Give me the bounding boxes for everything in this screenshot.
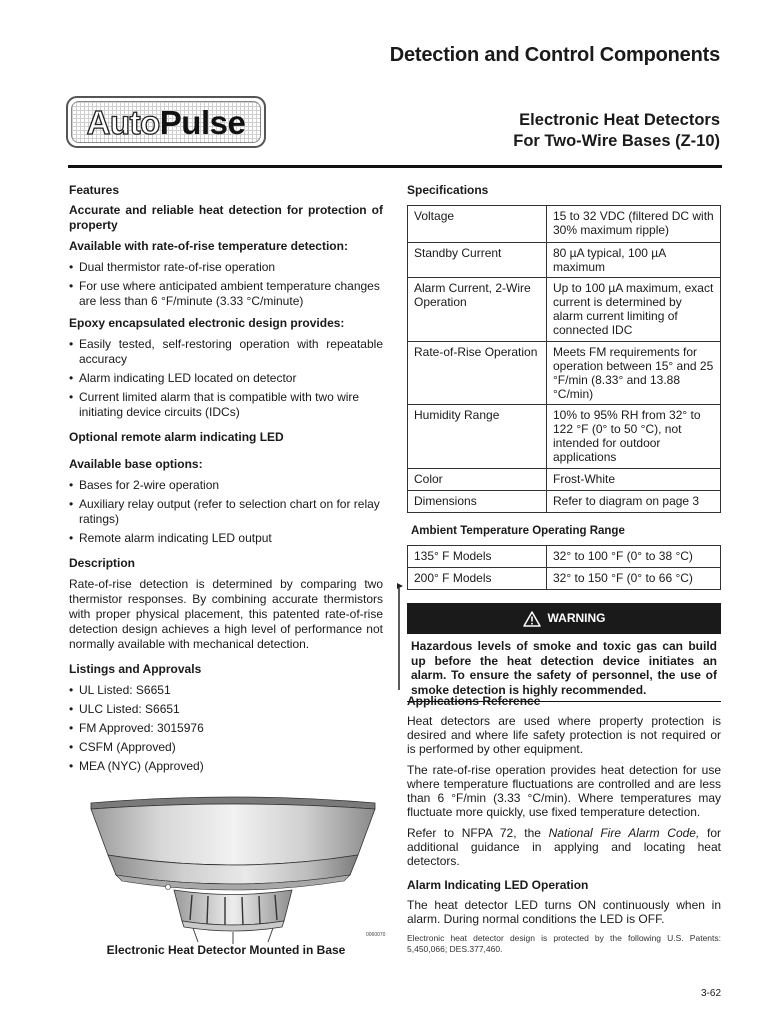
epoxy-list [69, 337, 383, 420]
table-cell: Frost-White [547, 469, 721, 491]
list-item: • Remote alarm indicating LED output [69, 531, 383, 546]
table-row [408, 342, 721, 405]
section-title: Detection and Control Components [389, 44, 720, 66]
led-operation-text: The heat detector LED turns ON continuously when in alarm. During normal conditions the LED is OFF. [407, 898, 721, 926]
header-rule [68, 165, 722, 168]
applications-paragraph-1: Heat detectors are used where property protection is desired and where life safety protection is not required or is performed by other equipment. [407, 714, 721, 756]
specifications-table [407, 205, 721, 513]
logo-text-auto: Auto [86, 103, 160, 141]
page-number: 3-62 [700, 988, 721, 999]
specifications-heading: Specifications [407, 183, 489, 197]
autopulse-logo [66, 96, 266, 148]
ambient-range-table [407, 545, 721, 590]
warning-banner [407, 603, 721, 634]
patent-note: Electronic heat detector design is protected by the following U.S. Patents: 5,450,066; DES.377,460. [407, 933, 721, 954]
list-item: • Easily tested, self-restoring operation with repeatable accuracy [69, 337, 383, 367]
epoxy-heading: Epoxy encapsulated electronic design provides: [69, 316, 345, 330]
table-row [408, 278, 721, 342]
description-text: Rate-of-rise detection is determined by comparing two thermistor responses. By combining accurate thermistors with proper physical placement, this patented rate-of-rise detection design achieves a high level of performance not normally available with mechanical detection. [69, 577, 383, 651]
table-row [408, 206, 721, 243]
left-column [69, 183, 383, 781]
table-cell: 32° to 150 °F (0° to 66 °C) [547, 568, 721, 590]
subtitle-line-2: For Two-Wire Bases (Z-10) [513, 132, 720, 150]
right-column [407, 183, 721, 702]
applications-heading: Applications Reference [407, 694, 541, 708]
figure-caption: Electronic Heat Detector Mounted in Base [106, 943, 346, 957]
list-item: • Current limited alarm that is compatible with two wire initiating device circuits (IDCs) [69, 390, 383, 420]
applications-paragraph-2: The rate-of-rise operation provides heat detection for use where temperature fluctuations are controlled and are less than 6 °F/min (3.33 °C/min). Where temperatures may fluctuate more quickly, use fixed temperature detection. [407, 763, 721, 819]
list-item: • Dual thermistor rate-of-rise operation [69, 260, 383, 275]
table-row [408, 491, 721, 513]
list-item: • ULC Listed: S6651 [69, 702, 383, 717]
table-cell: 200° F Models [408, 568, 547, 590]
base-options-heading: Available base options: [69, 457, 203, 471]
features-intro: Accurate and reliable heat detection for protection of property [69, 203, 383, 232]
table-cell: Standby Current [408, 243, 547, 278]
nfpa-ref-text: Refer to NFPA 72, the [407, 826, 549, 840]
table-cell: Rate-of-Rise Operation [408, 342, 547, 405]
list-item: • MEA (NYC) (Approved) [69, 759, 383, 774]
list-item: • FM Approved: 3015976 [69, 721, 383, 736]
table-cell: Dimensions [408, 491, 547, 513]
document-subtitle [513, 110, 720, 152]
table-cell: Color [408, 469, 547, 491]
warning-margin-marker [397, 582, 405, 694]
warning-icon [523, 611, 541, 627]
table-cell: 80 µA typical, 100 µA maximum [547, 243, 721, 278]
table-cell: Voltage [408, 206, 547, 243]
list-item: • Alarm indicating LED located on detector [69, 371, 383, 386]
warning-label: WARNING [547, 611, 606, 625]
nfpa-ref-text-end: for additional guidance in applying and locating heat detectors. [407, 826, 722, 868]
table-cell: Refer to diagram on page 3 [547, 491, 721, 513]
table-cell: 135° F Models [408, 546, 547, 568]
applications-section [407, 694, 721, 961]
listings-heading: Listings and Approvals [69, 662, 202, 676]
list-item: • Auxiliary relay output (refer to selection chart on for relay ratings) [69, 497, 383, 527]
logo-text-pulse: Pulse [159, 103, 246, 141]
table-cell: Alarm Current, 2-Wire Operation [408, 278, 547, 342]
subtitle-line-1: Electronic Heat Detectors [519, 111, 720, 129]
table-row [408, 568, 721, 590]
ror-heading: Available with rate-of-rise temperature detection: [69, 239, 348, 253]
table-cell: 10% to 95% RH from 32° to 122 °F (0° to 50 °C), not intended for outdoor applications [547, 405, 721, 469]
table-row [408, 405, 721, 469]
table-row [408, 469, 721, 491]
warning-text: Hazardous levels of smoke and toxic gas can build up before the heat detection device initiates an alarm. To ensure the safety of personnel, the use of smoke detection is highly recommended. [407, 634, 721, 702]
applications-paragraph-3 [407, 826, 721, 868]
nfpa-code-title: National Fire Alarm Code, [548, 826, 700, 840]
table-cell: Meets FM requirements for operation between 15° and 25 °F/min (8.33° and 13.88 °C/min) [547, 342, 721, 405]
list-item: • UL Listed: S6651 [69, 683, 383, 698]
list-item: • Bases for 2-wire operation [69, 478, 383, 493]
table-cell: 32° to 100 °F (0° to 38 °C) [547, 546, 721, 568]
table-row [408, 243, 721, 278]
table-cell: Up to 100 µA maximum, exact current is determined by alarm current limiting of connected IDC [547, 278, 721, 342]
table-row [408, 546, 721, 568]
base-options-list [69, 478, 383, 546]
list-item: • CSFM (Approved) [69, 740, 383, 755]
ror-list [69, 260, 383, 309]
led-operation-heading: Alarm Indicating LED Operation [407, 878, 589, 892]
figure-code: 0060070 [366, 932, 386, 938]
table-cell: Humidity Range [408, 405, 547, 469]
ambient-range-heading: Ambient Temperature Operating Range [411, 525, 625, 537]
list-item: • For use where anticipated ambient temperature changes are less than 6 °F/minute (3.33 °C/minute) [69, 279, 383, 309]
heat-detector-illustration [88, 795, 378, 945]
description-heading: Description [69, 556, 136, 570]
table-cell: 15 to 32 VDC (filtered DC with 30% maximum ripple) [547, 206, 721, 243]
listings-list [69, 683, 383, 774]
features-heading: Features [69, 183, 120, 197]
optional-led-heading: Optional remote alarm indicating LED [69, 430, 284, 444]
